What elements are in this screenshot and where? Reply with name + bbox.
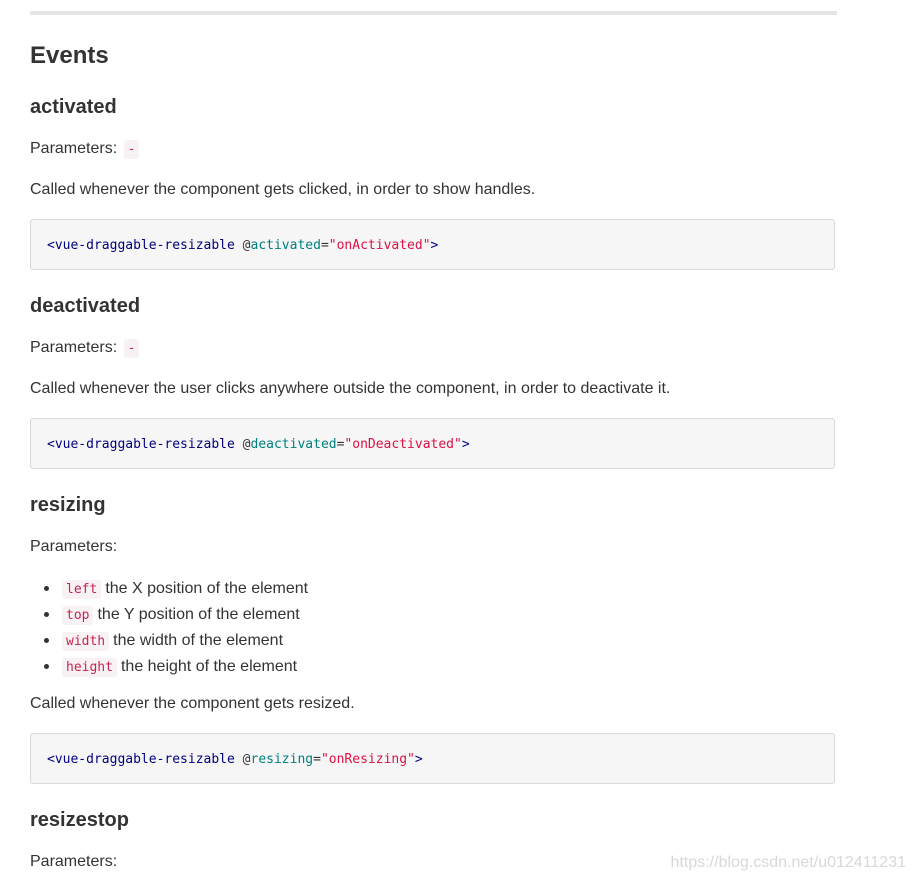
code-close: > [414,752,423,767]
param-code: width [62,632,109,651]
bullet-icon [44,638,49,643]
bullet-icon [44,612,49,617]
watermark: https://blog.csdn.net/u012411231 [670,854,906,871]
parameters-list [30,576,308,680]
param-text: the Y position of the element [97,606,300,623]
event-heading-deactivated: deactivated [30,295,141,317]
code-close: > [461,437,470,452]
code-at: @ [242,752,251,767]
param-text: the width of the element [113,632,284,649]
param-text: the X position of the element [105,580,309,597]
code-block [30,733,835,784]
bullet-icon [44,664,49,669]
code-attr: activated [250,238,321,253]
code-value: "onActivated" [328,238,431,253]
code-eq: = [313,752,321,767]
code-block [30,418,835,469]
event-heading-resizing: resizing [30,494,106,516]
parameters-label: Parameters: [30,339,118,356]
param-code: left [62,580,101,599]
list-item [62,576,308,602]
param-text: the height of the element [120,658,298,675]
list-item [62,602,308,628]
code-close: > [430,238,439,253]
list-item [62,654,308,680]
code-tag: <vue-draggable-resizable [47,437,235,452]
param-code: height [62,658,117,677]
parameters-value: - [124,339,140,358]
parameters-label: Parameters: [30,538,118,555]
code-tag: <vue-draggable-resizable [47,752,235,767]
code-at: @ [242,238,251,253]
bullet-icon [44,586,49,591]
code-tag: <vue-draggable-resizable [47,238,235,253]
code-value: "onDeactivated" [344,437,462,452]
code-block [30,219,835,270]
event-heading-activated: activated [30,96,117,118]
event-description: Called whenever the component gets resized. [30,695,355,712]
code-eq: = [336,437,345,452]
param-code: top [62,606,93,625]
event-description: Called whenever the user clicks anywhere outside the component, in order to deactivate it. [30,380,671,397]
parameters-label: Parameters: [30,140,118,157]
code-at: @ [242,437,251,452]
code-attr: resizing [250,752,314,767]
code-attr: deactivated [250,437,337,452]
list-item [62,628,308,654]
top-divider [30,11,837,15]
section-title: Events [30,42,109,69]
parameters-line [30,337,139,360]
parameters-value: - [124,140,140,159]
event-description: Called whenever the component gets clicked, in order to show handles. [30,181,536,198]
code-value: "onResizing" [320,752,415,767]
code-eq: = [320,238,329,253]
parameters-line [30,138,139,161]
parameters-label: Parameters: [30,853,118,870]
event-heading-resizestop: resizestop [30,809,129,831]
